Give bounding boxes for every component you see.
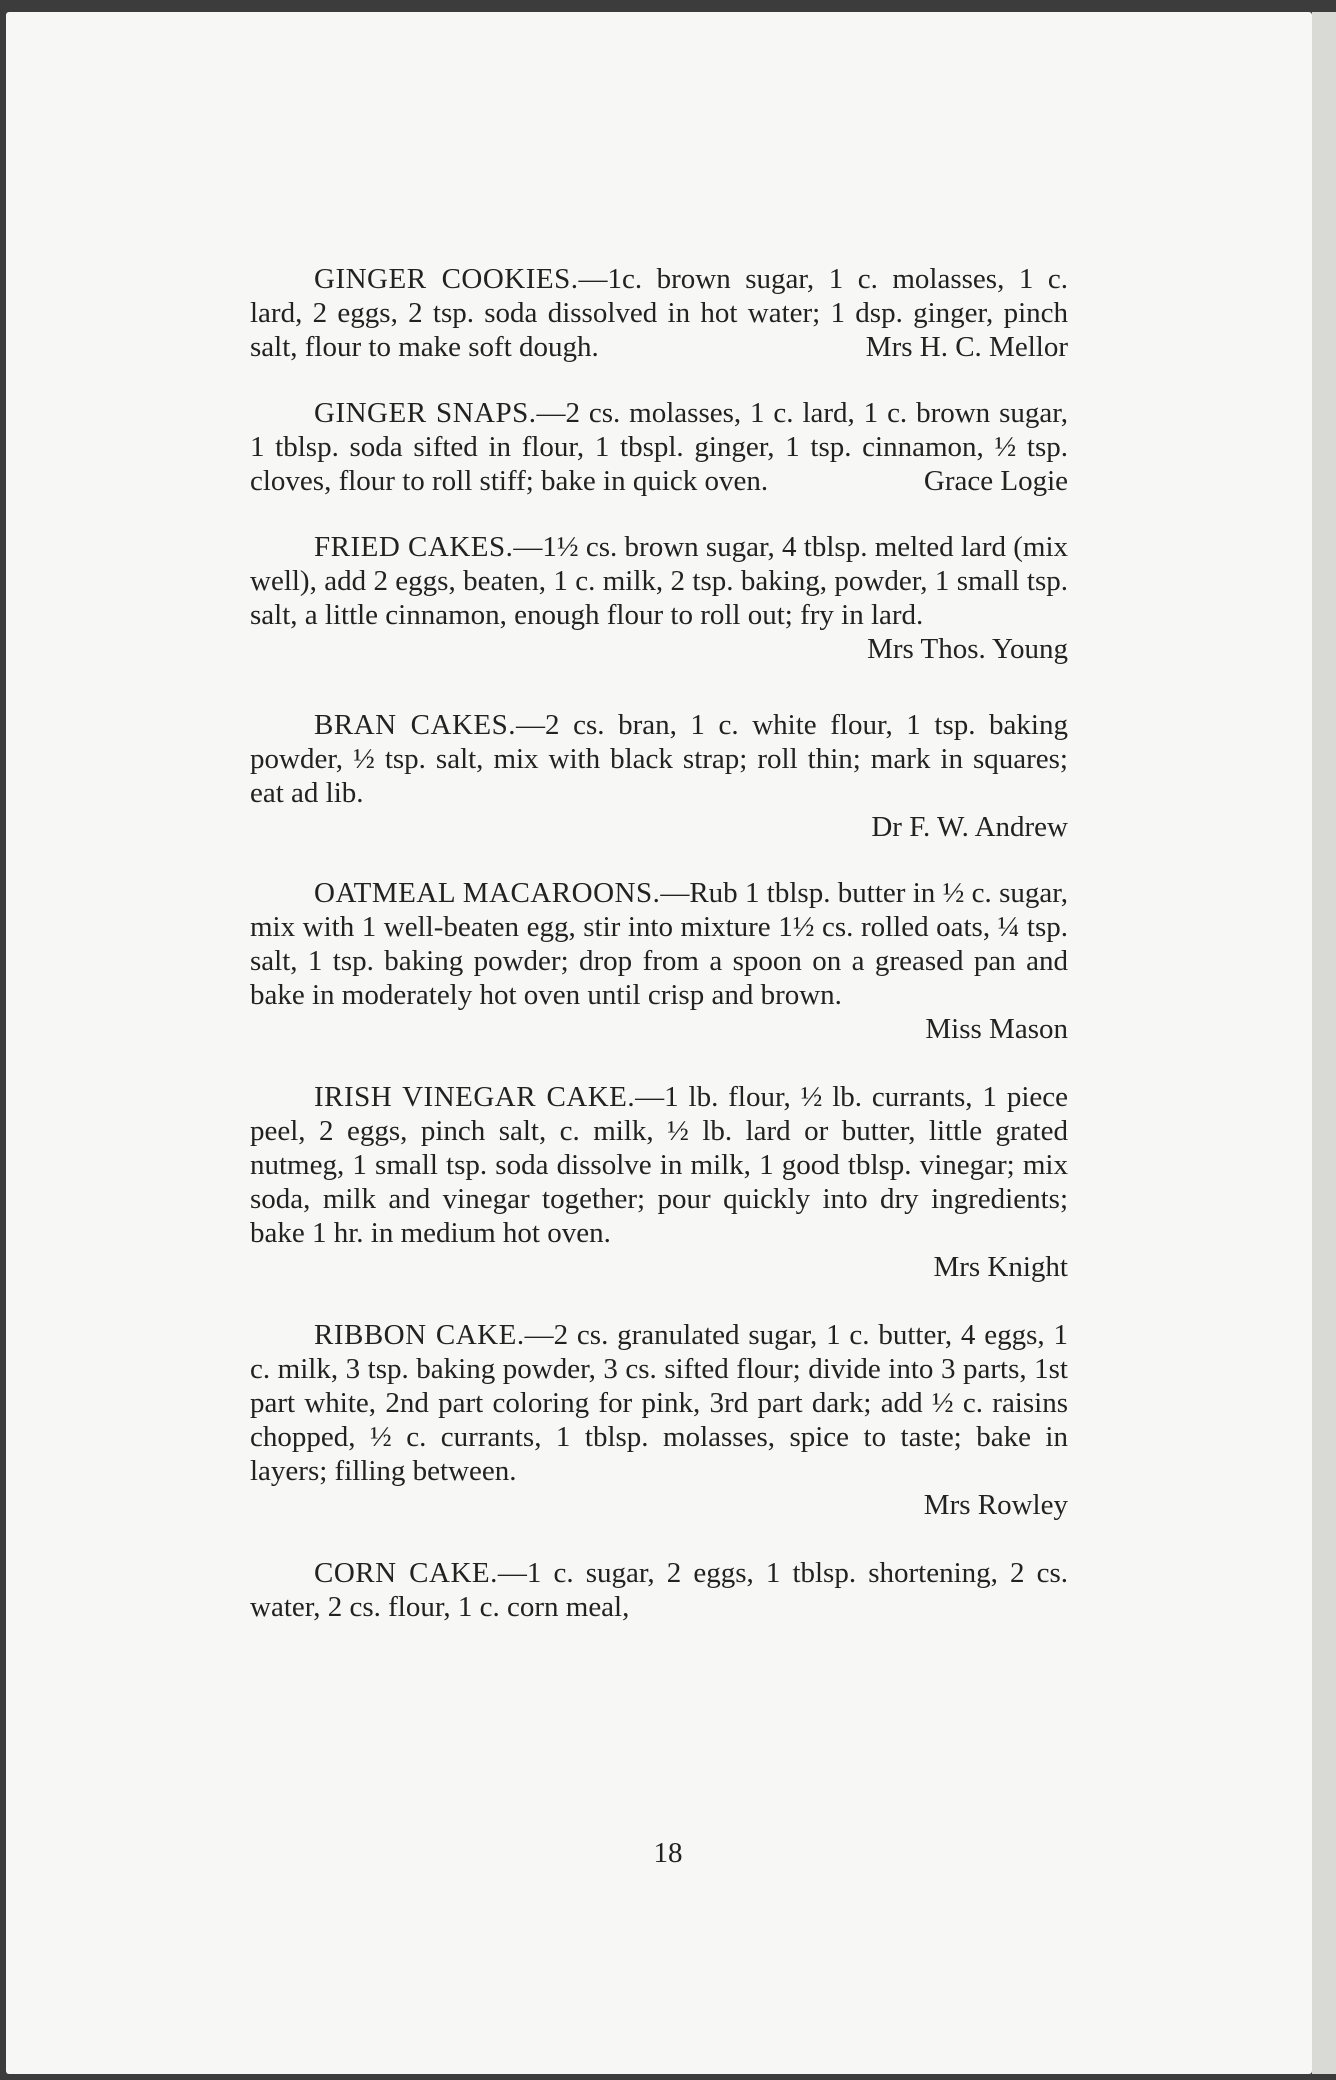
recipe-author: Grace Logie bbox=[923, 465, 1068, 497]
page-number: 18 bbox=[653, 1837, 683, 1869]
recipe-author: Mrs Rowley bbox=[923, 1489, 1068, 1521]
recipe-title: BRAN CAKES. bbox=[314, 709, 516, 741]
recipe-body: —2 cs. granulated sugar, 1 c. butter, 4 eggs, 1 c. milk, 3 tsp. baking powder, 3 cs. sifted flour; divide into 3 parts, 1st part white, 2nd part coloring for pink, 3rd part dark; add ½ c. raisins chopped, ½ c. currants, 1 tblsp. molasses, spice to taste; bake in layers; filling between. bbox=[250, 1319, 1068, 1487]
recipe-title: IRISH VINEGAR CAKE. bbox=[314, 1081, 636, 1113]
recipe-author: Mrs H. C. Mellor bbox=[865, 331, 1068, 363]
recipe-body: —2 cs. molasses, 1 c. lard, 1 c. brown sugar, 1 tblsp. soda sifted in flour, 1 tbspl. ginger, 1 tsp. cinnamon, ½ tsp. cloves, flour to roll stiff; bake in quick oven. bbox=[250, 397, 1068, 497]
recipe-author: Mrs Thos. Young bbox=[867, 633, 1068, 665]
recipe-author: Miss Mason bbox=[925, 1013, 1068, 1045]
recipe-title: OATMEAL MACAROONS. bbox=[314, 877, 661, 909]
recipe-title: CORN CAKE. bbox=[314, 1557, 498, 1589]
recipe-oatmeal-macaroons bbox=[250, 876, 1068, 1046]
recipe-ginger-snaps bbox=[250, 396, 1068, 498]
recipe-author: Dr F. W. Andrew bbox=[871, 811, 1068, 843]
recipe-title: RIBBON CAKE. bbox=[314, 1319, 525, 1351]
recipe-title: GINGER SNAPS. bbox=[314, 397, 537, 429]
recipe-body: —1 lb. flour, ½ lb. currants, 1 piece peel, 2 eggs, pinch salt, c. milk, ½ lb. lard or butter, little grated nutmeg, 1 small tsp. soda dissolve in milk, 1 good tblsp. vinegar; mix soda, milk and vinegar together; pour quickly into dry ingredients; bake 1 hr. in medium hot oven. bbox=[250, 1081, 1068, 1249]
recipe-body: —1 c. sugar, 2 eggs, 1 tblsp. shortening, 2 cs. water, 2 cs. flour, 1 c. corn meal, bbox=[250, 1557, 1068, 1623]
recipe-fried-cakes bbox=[250, 530, 1068, 666]
recipe-author: Mrs Knight bbox=[933, 1251, 1068, 1283]
recipe-body: —Rub 1 tblsp. butter in ½ c. sugar, mix with 1 well-beaten egg, stir into mixture 1½ cs. rolled oats, ¼ tsp. salt, 1 tsp. baking powder; drop from a spoon on a greased pan and bake in moderately hot oven until crisp and brown. bbox=[250, 877, 1068, 1011]
recipe-ginger-cookies bbox=[250, 262, 1068, 364]
page-edge bbox=[1312, 12, 1336, 2074]
recipe-irish-vinegar-cake bbox=[250, 1080, 1068, 1284]
recipe-ribbon-cake bbox=[250, 1318, 1068, 1522]
recipe-text-block bbox=[250, 262, 1068, 1624]
recipe-corn-cake bbox=[250, 1556, 1068, 1624]
recipe-title: FRIED CAKES. bbox=[314, 531, 514, 563]
recipe-body: —2 cs. bran, 1 c. white flour, 1 tsp. baking powder, ½ tsp. salt, mix with black strap; roll thin; mark in squares; eat ad lib. bbox=[250, 709, 1068, 809]
recipe-title: GINGER COOKIES. bbox=[314, 263, 579, 295]
recipe-body: —1½ cs. brown sugar, 4 tblsp. melted lard (mix well), add 2 eggs, beaten, 1 c. milk, 2 tsp. baking, powder, 1 small tsp. salt, a little cinnamon, enough flour to roll out; fry in lard. bbox=[250, 531, 1068, 631]
recipe-body: —1c. brown sugar, 1 c. molasses, 1 c. lard, 2 eggs, 2 tsp. soda dissolved in hot water; 1 dsp. ginger, pinch salt, flour to make soft dough. bbox=[250, 263, 1068, 363]
recipe-bran-cakes bbox=[250, 708, 1068, 844]
